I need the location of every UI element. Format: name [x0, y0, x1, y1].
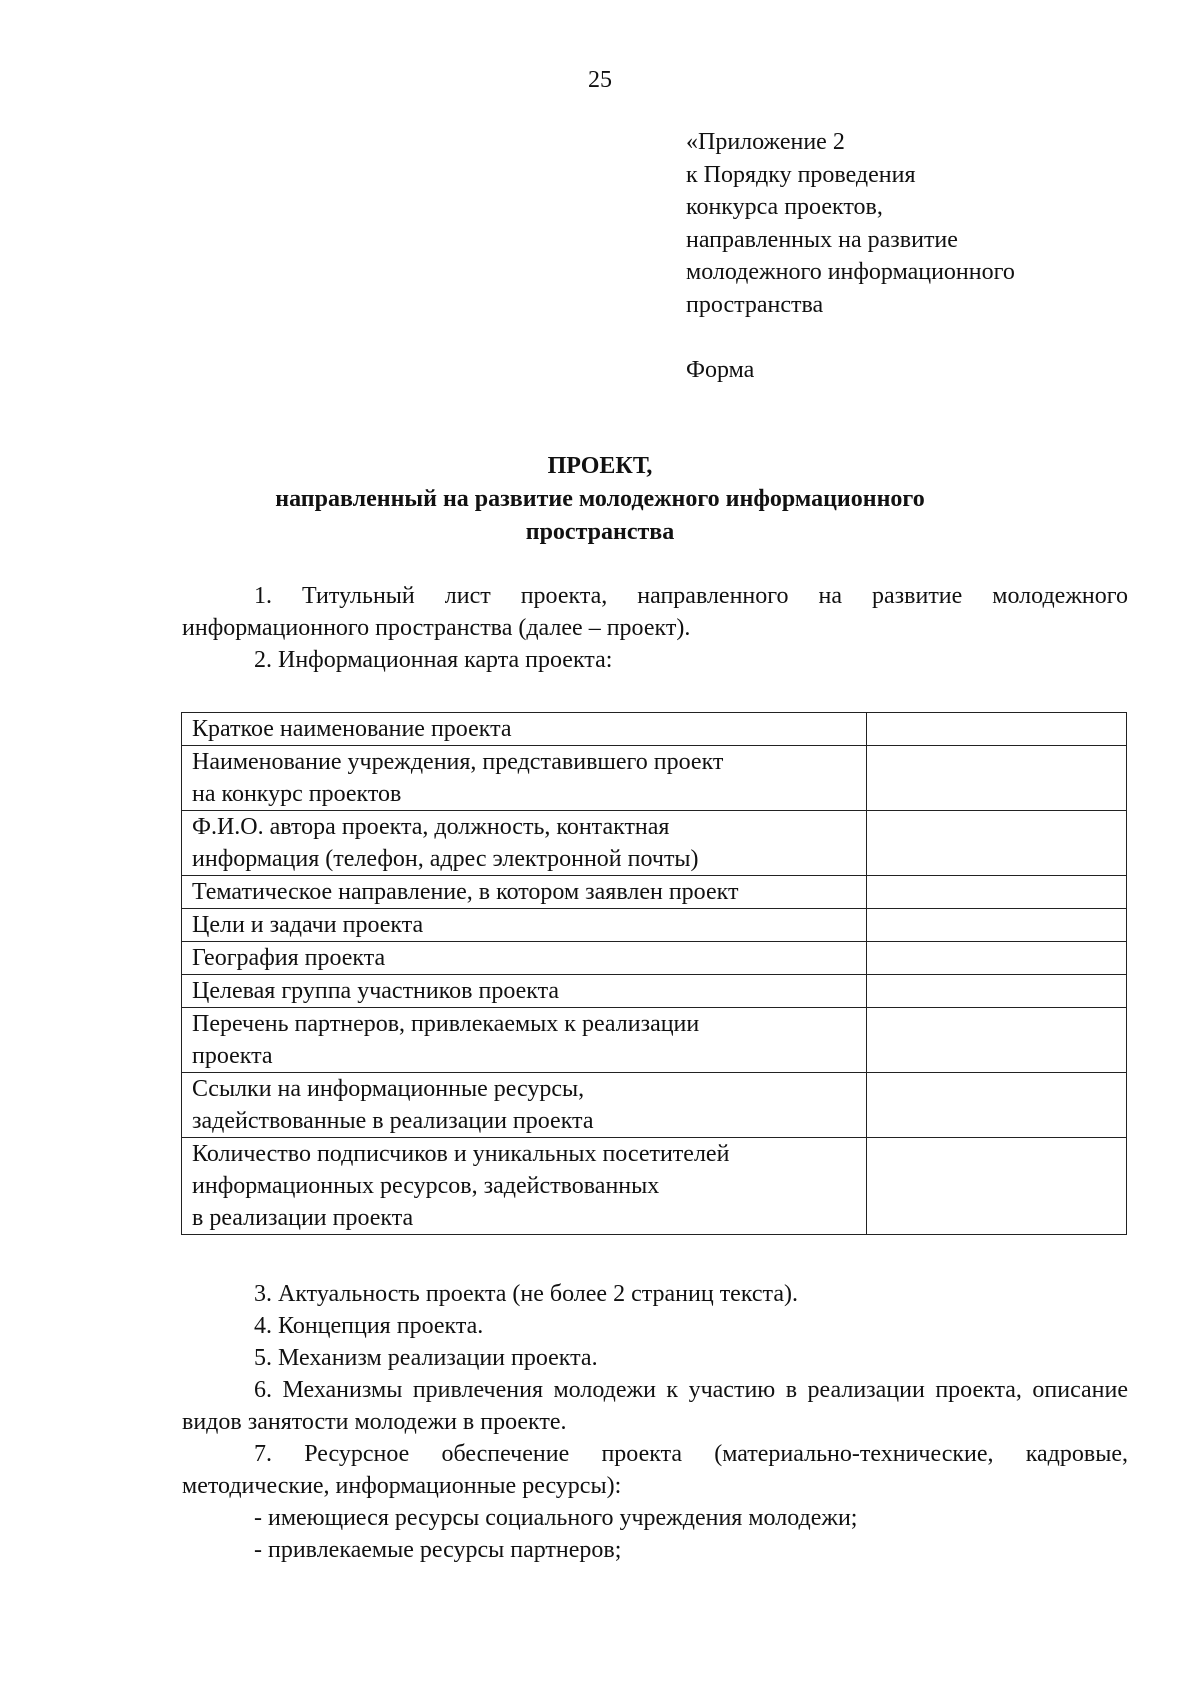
item-mechanism: 5. Механизм реализации проекта. — [254, 1345, 598, 1371]
table-row — [182, 876, 1127, 909]
appendix-line: пространства — [686, 291, 824, 318]
table-row — [182, 1008, 1127, 1073]
row-label — [182, 876, 867, 909]
row-label — [182, 975, 867, 1008]
cell-text-line: Целевая группа участников проекта — [192, 978, 560, 1004]
row-value-cell — [866, 1008, 1126, 1073]
row-value-cell — [866, 876, 1126, 909]
table-row — [182, 1138, 1127, 1235]
cell-text-line: Ссылки на информационные ресурсы, — [192, 1076, 585, 1102]
item-own-resources: - имеющиеся ресурсы социального учреждения молодежи; — [254, 1505, 858, 1531]
item-info-card: 2. Информационная карта проекта: — [254, 647, 613, 673]
table-row — [182, 942, 1127, 975]
row-value-cell — [866, 909, 1126, 942]
appendix-line: конкурса проектов, — [686, 194, 883, 221]
page-number: 25 — [588, 67, 612, 93]
table-row — [182, 1073, 1127, 1138]
heading-title: ПРОЕКТ, — [547, 453, 653, 479]
cell-text-line: Тематическое направление, в котором заявлен проект — [192, 879, 739, 905]
document-heading — [0, 450, 1200, 549]
cell-text-line: проекта — [192, 1043, 273, 1069]
row-value-cell — [866, 1073, 1126, 1138]
cell-text-line: информация (телефон, адрес электронной почты) — [192, 846, 699, 872]
row-label — [182, 811, 867, 876]
row-value-cell — [866, 713, 1126, 746]
cell-text-line: Наименование учреждения, представившего проект — [192, 749, 724, 775]
table-row — [182, 746, 1127, 811]
row-value-cell — [866, 746, 1126, 811]
cell-text-line: на конкурс проектов — [192, 781, 402, 807]
row-label — [182, 909, 867, 942]
cell-text-line: задействованные в реализации проекта — [192, 1108, 594, 1134]
row-label — [182, 1073, 867, 1138]
row-label — [182, 1008, 867, 1073]
appendix-line: направленных на развитие — [686, 226, 958, 253]
row-value-cell — [866, 942, 1126, 975]
project-info-table — [181, 712, 1127, 1235]
row-label — [182, 713, 867, 746]
row-label — [182, 746, 867, 811]
table-row — [182, 713, 1127, 746]
item-title-page: 1. Титульный лист проекта, направленного на развитие молодежного информационного пространства (далее – проект). — [182, 583, 1128, 641]
cell-text-line: Ф.И.О. автора проекта, должность, контактная — [192, 814, 670, 840]
row-value-cell — [866, 1138, 1126, 1235]
form-label: Форма — [686, 357, 755, 383]
item-relevance: 3. Актуальность проекта (не более 2 страниц текста). — [254, 1281, 798, 1307]
heading-subtitle-line: направленный на развитие молодежного информационного — [275, 486, 925, 512]
row-label — [182, 1138, 867, 1235]
appendix-line: к Порядку проведения — [686, 161, 916, 188]
table-row — [182, 909, 1127, 942]
appendix-line: «Приложение 2 — [686, 129, 845, 155]
table-row — [182, 975, 1127, 1008]
appendix-line: молодежного информационного — [686, 259, 1015, 286]
row-value-cell — [866, 975, 1126, 1008]
row-label — [182, 942, 867, 975]
cell-text-line: Перечень партнеров, привлекаемых к реализации — [192, 1011, 700, 1037]
heading-subtitle-line: пространства — [525, 519, 675, 545]
cell-text-line: в реализации проекта — [192, 1205, 414, 1231]
cell-text-line: Краткое наименование проекта — [192, 716, 512, 742]
table-row — [182, 811, 1127, 876]
cell-text-line: Количество подписчиков и уникальных посетителей — [192, 1141, 730, 1167]
item-partner-resources: - привлекаемые ресурсы партнеров; — [254, 1537, 622, 1563]
cell-text-line: Цели и задачи проекта — [192, 912, 424, 938]
appendix-reference — [686, 126, 1156, 322]
item-concept: 4. Концепция проекта. — [254, 1313, 484, 1339]
item-youth-involvement: 6. Механизмы привлечения молодежи к участию в реализации проекта, описание видов занятости молодежи в проекте. — [182, 1377, 1128, 1435]
cell-text-line: География проекта — [192, 945, 386, 971]
row-value-cell — [866, 811, 1126, 876]
cell-text-line: информационных ресурсов, задействованных — [192, 1173, 660, 1199]
item-resources: 7. Ресурсное обеспечение проекта (материально-технические, кадровые, методические, информационные ресурсы): — [182, 1441, 1128, 1499]
